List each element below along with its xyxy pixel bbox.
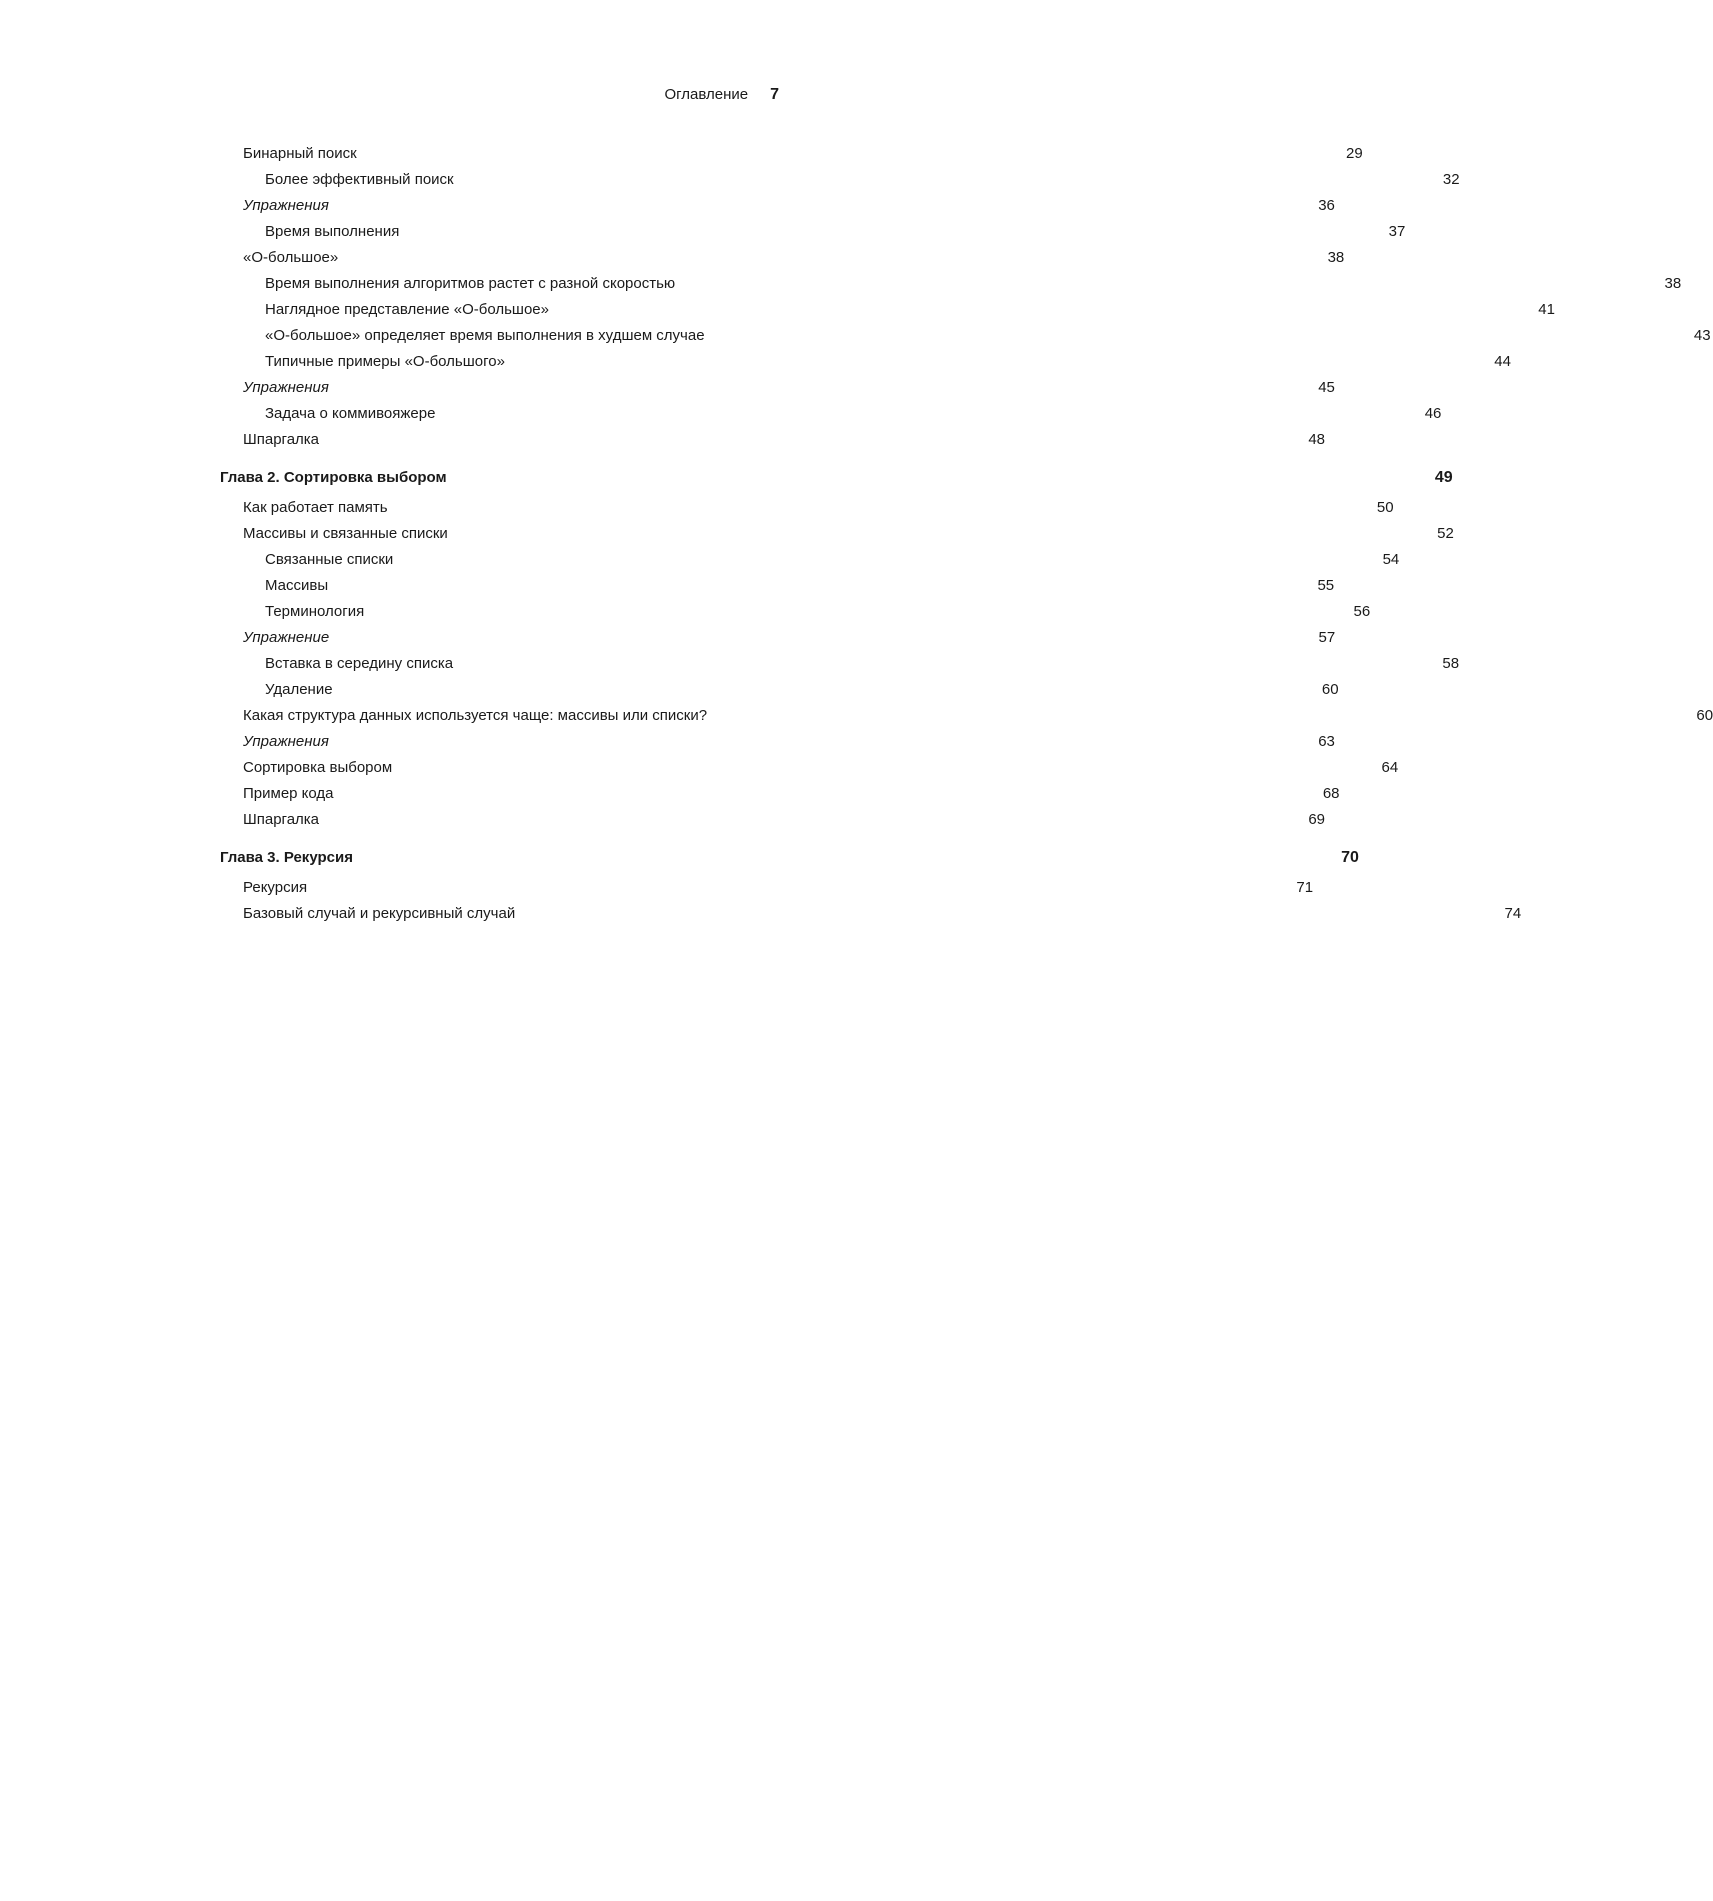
entry-title: Рекурсия xyxy=(243,879,308,896)
toc-entry xyxy=(220,375,1335,401)
entry-title: Вставка в середину списка xyxy=(265,655,454,672)
entry-title: Типичные примеры «О-большого» xyxy=(265,353,505,370)
entry-title: Более эффективный поиск xyxy=(265,171,454,188)
entry-title: Массивы xyxy=(265,577,329,594)
entry-title: Связанные списки xyxy=(265,551,394,568)
entry-page-number: 68 xyxy=(1322,785,1340,802)
entry-title: Как работает память xyxy=(243,499,388,516)
header-page-number: 7 xyxy=(770,86,779,103)
entry-title: Время выполнения xyxy=(265,223,400,240)
entry-title: Задача о коммивояжере xyxy=(265,405,436,422)
entry-title: Упражнения xyxy=(243,197,329,214)
entry-title: Какая структура данных используется чаще: массивы или списки? xyxy=(243,707,708,724)
toc-entry xyxy=(220,781,1340,807)
toc-entry xyxy=(220,245,1345,271)
entry-page-number: 55 xyxy=(1317,577,1335,594)
entry-title: «О-большое» определяет время выполнения в худшем случае xyxy=(265,327,705,344)
toc-entry xyxy=(220,625,1336,651)
entry-title: Шпаргалка xyxy=(243,811,320,828)
entry-title: «О-большое» xyxy=(243,249,339,266)
toc-entry xyxy=(220,427,1326,453)
toc-entry xyxy=(220,495,1394,521)
entry-page-number: 49 xyxy=(1434,469,1453,486)
entry-title: Глава 3. Рекурсия xyxy=(220,849,353,866)
toc-entry xyxy=(220,599,1371,625)
entry-page-number: 36 xyxy=(1318,197,1335,214)
entry-page-number: 70 xyxy=(1341,849,1359,866)
entry-title: Время выполнения алгоритмов растет с разной скоростью xyxy=(265,275,676,292)
entry-title: Массивы и связанные списки xyxy=(243,525,448,542)
toc-entry xyxy=(220,167,1460,193)
entry-page-number: 32 xyxy=(1442,171,1460,188)
toc-entry xyxy=(220,193,1335,219)
entry-page-number: 69 xyxy=(1308,811,1326,828)
entry-page-number: 63 xyxy=(1318,733,1335,750)
toc-entry xyxy=(220,651,1460,677)
toc-entry xyxy=(220,677,1339,703)
toc-entry xyxy=(220,875,1314,901)
entry-page-number: 60 xyxy=(1696,707,1713,724)
toc-entry xyxy=(220,755,1399,781)
toc-entry xyxy=(220,141,1363,167)
entry-page-number: 64 xyxy=(1381,759,1399,776)
toc-chapter-entry xyxy=(220,465,1453,491)
entry-page-number: 44 xyxy=(1494,353,1511,370)
entry-title: Пример кода xyxy=(243,785,334,802)
entry-page-number: 43 xyxy=(1693,327,1711,344)
toc-entry xyxy=(220,573,1335,599)
entry-page-number: 54 xyxy=(1382,551,1400,568)
entry-title: Глава 2. Сортировка выбором xyxy=(220,469,447,486)
entry-title: Упражнение xyxy=(243,629,330,646)
toc-entry xyxy=(220,219,1406,245)
entry-title: Бинарный поиск xyxy=(243,145,357,162)
toc-entry xyxy=(220,401,1442,427)
entry-title: Упражнения xyxy=(243,733,329,750)
entry-page-number: 56 xyxy=(1353,603,1371,620)
entry-page-number: 46 xyxy=(1424,405,1442,422)
entry-title: Наглядное представление «О-большое» xyxy=(265,301,549,318)
entry-page-number: 38 xyxy=(1664,275,1682,292)
entry-page-number: 60 xyxy=(1321,681,1339,698)
entry-title: Сортировка выбором xyxy=(243,759,393,776)
toc-entry xyxy=(220,729,1335,755)
entry-page-number: 48 xyxy=(1308,431,1326,448)
entry-page-number: 45 xyxy=(1318,379,1335,396)
entry-title: Удаление xyxy=(265,681,333,698)
entry-page-number: 29 xyxy=(1346,145,1363,162)
entry-title: Шпаргалка xyxy=(243,431,320,448)
toc-entry xyxy=(220,521,1454,547)
toc-entry xyxy=(220,807,1326,833)
toc-chapter-entry xyxy=(220,845,1359,871)
entry-page-number: 57 xyxy=(1318,629,1336,646)
header-title: Оглавление xyxy=(664,86,749,103)
entry-page-number: 58 xyxy=(1442,655,1460,672)
entry-page-number: 41 xyxy=(1538,301,1555,318)
entry-title: Упражнения xyxy=(243,379,329,396)
entry-page-number: 74 xyxy=(1504,905,1522,922)
entry-page-number: 38 xyxy=(1327,249,1345,266)
entry-page-number: 50 xyxy=(1376,499,1394,516)
entry-title: Терминология xyxy=(265,603,365,620)
running-header xyxy=(664,86,779,104)
toc-entry xyxy=(220,547,1400,573)
entry-page-number: 71 xyxy=(1296,879,1314,896)
entry-page-number: 52 xyxy=(1437,525,1454,542)
entry-page-number: 37 xyxy=(1388,223,1406,240)
table-of-contents xyxy=(220,141,1713,927)
entry-title: Базовый случай и рекурсивный случай xyxy=(243,905,516,922)
